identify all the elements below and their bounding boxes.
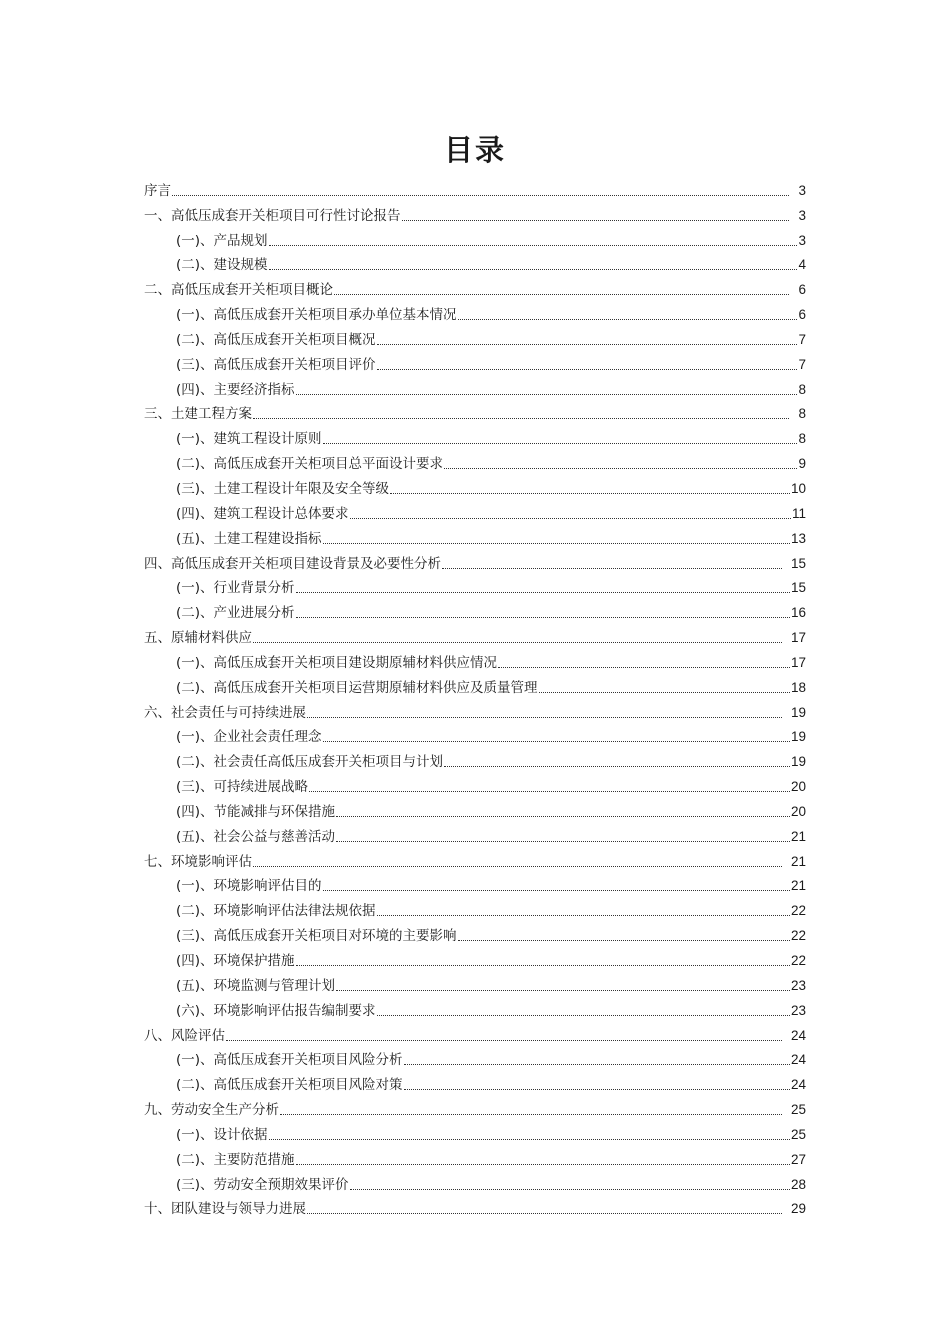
toc-entry-section[interactable] bbox=[144, 250, 806, 275]
toc-entry-chapter[interactable] bbox=[144, 1020, 806, 1045]
toc-entry-label: (二)、高低压成套开关柜项目运营期原辅材料供应及质量管理 bbox=[176, 679, 538, 696]
toc-dot-leader bbox=[296, 965, 790, 966]
toc-entry-section[interactable] bbox=[144, 299, 806, 324]
toc-page-number: 3 bbox=[798, 207, 806, 223]
toc-dot-leader bbox=[404, 1089, 790, 1090]
toc-page-number: 21 bbox=[790, 853, 806, 869]
toc-page-number: 21 bbox=[790, 878, 806, 894]
toc-entry-section[interactable] bbox=[144, 995, 806, 1020]
toc-entry-section[interactable] bbox=[144, 423, 806, 448]
toc-dot-leader bbox=[336, 841, 790, 842]
toc-entry-section[interactable] bbox=[144, 871, 806, 896]
toc-page-number: 7 bbox=[798, 356, 806, 372]
toc-dot-leader bbox=[458, 940, 790, 941]
toc-dot-leader bbox=[296, 394, 798, 395]
toc-dot-leader bbox=[269, 245, 798, 246]
toc-entry-chapter[interactable] bbox=[144, 399, 806, 424]
toc-dot-leader bbox=[402, 220, 790, 221]
toc-page-number: 13 bbox=[790, 530, 806, 546]
toc-page-number: 22 bbox=[790, 903, 806, 919]
page-title: 目录 bbox=[443, 133, 506, 167]
toc-entry-chapter[interactable] bbox=[144, 1194, 806, 1219]
toc-entry-section[interactable] bbox=[144, 796, 806, 821]
toc-dot-leader bbox=[334, 294, 789, 295]
toc-dot-leader bbox=[404, 1064, 790, 1065]
toc-dot-leader bbox=[253, 418, 789, 419]
toc-entry-section[interactable] bbox=[144, 722, 806, 747]
toc-page-number: 6 bbox=[798, 307, 806, 323]
toc-dot-leader bbox=[377, 915, 790, 916]
toc-page-number: 3 bbox=[798, 232, 806, 248]
toc-entry-label: (二)、产业进展分析 bbox=[176, 605, 295, 622]
toc-entry-label: (五)、社会公益与慈善活动 bbox=[176, 828, 336, 845]
toc-entry-label: (四)、节能减排与环保措施 bbox=[176, 803, 336, 820]
toc-entry-label: (三)、劳动安全预期效果评价 bbox=[176, 1176, 349, 1193]
toc-page-number: 11 bbox=[791, 505, 806, 521]
toc-dot-leader bbox=[296, 1164, 790, 1165]
toc-page-number: 17 bbox=[790, 630, 806, 646]
toc-dot-leader bbox=[350, 1189, 790, 1190]
toc-entry-section[interactable] bbox=[144, 324, 806, 349]
toc-entry-label: (一)、建筑工程设计原则 bbox=[176, 431, 322, 448]
toc-dot-leader bbox=[226, 1040, 782, 1041]
toc-entry-section[interactable] bbox=[144, 498, 806, 523]
toc-dot-leader bbox=[336, 990, 790, 991]
toc-page-number: 21 bbox=[790, 828, 806, 844]
toc-entry-label: (二)、高低压成套开关柜项目总平面设计要求 bbox=[176, 456, 444, 473]
toc-entry-section[interactable] bbox=[144, 771, 806, 796]
toc-dot-leader bbox=[296, 617, 790, 618]
toc-entry-label: (三)、高低压成套开关柜项目对环境的主要影响 bbox=[176, 928, 457, 945]
toc-page-number: 25 bbox=[790, 1102, 806, 1118]
toc-entry-label: 十、团队建设与领导力进展 bbox=[144, 1201, 306, 1218]
toc-page-number: 19 bbox=[790, 754, 806, 770]
toc-entry-label: (二)、环境影响评估法律法规依据 bbox=[176, 903, 376, 920]
toc-dot-leader bbox=[323, 890, 790, 891]
toc-entry-section[interactable] bbox=[144, 1045, 806, 1070]
toc-dot-leader bbox=[253, 642, 782, 643]
toc-dot-leader bbox=[539, 692, 790, 693]
toc-entry-chapter[interactable] bbox=[144, 1094, 806, 1119]
toc-dot-leader bbox=[307, 1213, 782, 1214]
toc-dot-leader bbox=[444, 766, 790, 767]
toc-entry-section[interactable] bbox=[144, 573, 806, 598]
toc-dot-leader bbox=[309, 791, 790, 792]
toc-entry-label: (六)、环境影响评估报告编制要求 bbox=[176, 1002, 376, 1019]
toc-dot-leader bbox=[377, 1015, 790, 1016]
toc-entry-label: 三、土建工程方案 bbox=[144, 406, 252, 423]
toc-entry-section[interactable] bbox=[144, 349, 806, 374]
toc-dot-leader bbox=[377, 344, 798, 345]
toc-entry-section[interactable] bbox=[144, 647, 806, 672]
toc-entry-section[interactable] bbox=[144, 821, 806, 846]
toc-dot-leader bbox=[498, 667, 790, 668]
toc-entry-chapter[interactable] bbox=[144, 274, 806, 299]
toc-page-number: 19 bbox=[790, 704, 806, 720]
toc-entry-label: (三)、可持续进展战略 bbox=[176, 779, 309, 796]
toc-entry-section[interactable] bbox=[144, 970, 806, 995]
toc-dot-leader bbox=[269, 269, 798, 270]
toc-dot-leader bbox=[280, 1114, 782, 1115]
toc-page-number: 20 bbox=[790, 779, 806, 795]
toc-entry-chapter[interactable] bbox=[144, 175, 806, 200]
toc-entry-label: (二)、建设规模 bbox=[176, 257, 268, 274]
toc-entry-section[interactable] bbox=[144, 473, 806, 498]
toc-entry-chapter[interactable] bbox=[144, 548, 806, 573]
toc-entry-section[interactable] bbox=[144, 1169, 806, 1194]
toc-page-number: 8 bbox=[798, 431, 806, 447]
toc-entry-label: 六、社会责任与可持续进展 bbox=[144, 704, 306, 721]
toc-dot-leader bbox=[307, 717, 782, 718]
toc-page-number: 27 bbox=[790, 1151, 806, 1167]
toc-entry-section[interactable] bbox=[144, 448, 806, 473]
toc-page-number: 23 bbox=[790, 977, 806, 993]
toc-page-number: 23 bbox=[790, 1002, 806, 1018]
toc-entry-label: (四)、环境保护措施 bbox=[176, 953, 295, 969]
toc-entry-label: 九、劳动安全生产分析 bbox=[144, 1102, 279, 1119]
toc-page-number: 19 bbox=[790, 729, 806, 745]
toc-entry-section[interactable] bbox=[144, 945, 806, 970]
toc-page-number: 22 bbox=[790, 928, 806, 944]
toc-entry-label: 一、高低压成套开关柜项目可行性讨论报告 bbox=[144, 207, 401, 224]
toc-page-number: 24 bbox=[790, 1077, 806, 1093]
toc-dot-leader bbox=[323, 543, 790, 544]
toc-entry-label: (一)、环境影响评估目的 bbox=[176, 878, 322, 895]
toc-entry-section[interactable] bbox=[144, 597, 806, 622]
toc-dot-leader bbox=[296, 592, 790, 593]
toc-entry-section[interactable] bbox=[144, 895, 806, 920]
toc-entry-section[interactable] bbox=[144, 374, 806, 399]
toc-entry-section[interactable] bbox=[144, 1069, 806, 1094]
toc-page-number: 24 bbox=[790, 1027, 806, 1043]
toc-entry-label: (一)、高低压成套开关柜项目风险分析 bbox=[176, 1052, 403, 1069]
toc-page-number: 29 bbox=[790, 1201, 806, 1217]
toc-page-number: 8 bbox=[798, 406, 806, 422]
toc-entry-label: 五、原辅材料供应 bbox=[144, 630, 252, 647]
toc-dot-leader bbox=[444, 468, 797, 469]
toc-page-number: 15 bbox=[790, 580, 806, 596]
toc-entry-label: 七、环境影响评估 bbox=[144, 853, 252, 870]
toc-page-number: 8 bbox=[798, 381, 806, 397]
toc-dot-leader bbox=[323, 443, 798, 444]
toc-entry-label: (一)、行业背景分析 bbox=[176, 580, 295, 597]
toc-entry-label: (二)、高低压成套开关柜项目概况 bbox=[176, 331, 376, 348]
toc-entry-label: 四、高低压成套开关柜项目建设背景及必要性分析 bbox=[144, 555, 441, 572]
toc-entry-label: (一)、设计依据 bbox=[176, 1126, 268, 1143]
toc-entry-section[interactable] bbox=[144, 672, 806, 697]
toc-entry-section[interactable] bbox=[144, 746, 806, 771]
toc-entry-label: (五)、环境监测与管理计划 bbox=[176, 977, 336, 994]
toc-entry-chapter[interactable] bbox=[144, 846, 806, 871]
toc-entry-label: (四)、主要经济指标 bbox=[176, 381, 295, 398]
toc-dot-leader bbox=[269, 1139, 790, 1140]
toc-entry-label: (一)、企业社会责任理念 bbox=[176, 729, 322, 746]
toc-dot-leader bbox=[458, 319, 798, 320]
toc-entry-section[interactable] bbox=[144, 1119, 806, 1144]
toc-page-number: 7 bbox=[798, 331, 806, 347]
toc-entry-label: (二)、主要防范措施 bbox=[176, 1151, 295, 1168]
toc-page-number: 3 bbox=[798, 182, 806, 198]
toc-entry-label: (二)、高低压成套开关柜项目风险对策 bbox=[176, 1077, 403, 1094]
toc-entry-label: (三)、土建工程设计年限及安全等级 bbox=[176, 480, 390, 497]
table-of-contents bbox=[144, 175, 806, 1218]
toc-entry-label: (二)、社会责任高低压成套开关柜项目与计划 bbox=[176, 754, 444, 771]
toc-entry-label: 二、高低压成套开关柜项目概论 bbox=[144, 282, 333, 299]
toc-entry-label: 序言 bbox=[144, 182, 171, 199]
toc-page-number: 10 bbox=[790, 480, 806, 496]
toc-page-number: 25 bbox=[790, 1126, 806, 1142]
toc-entry-label: (一)、高低压成套开关柜项目承办单位基本情况 bbox=[176, 307, 457, 324]
toc-page-number: 22 bbox=[790, 953, 806, 968]
toc-page-number: 9 bbox=[798, 456, 806, 472]
toc-page-number: 4 bbox=[798, 257, 806, 273]
toc-entry-label: 八、风险评估 bbox=[144, 1027, 225, 1044]
toc-entry-chapter[interactable] bbox=[144, 200, 806, 225]
toc-entry-chapter[interactable] bbox=[144, 697, 806, 722]
toc-dot-leader bbox=[172, 195, 789, 196]
toc-entry-label: (一)、产品规划 bbox=[176, 232, 268, 249]
toc-entry-chapter[interactable] bbox=[144, 622, 806, 647]
toc-entry-label: (五)、土建工程建设指标 bbox=[176, 530, 322, 547]
toc-dot-leader bbox=[336, 816, 790, 817]
toc-dot-leader bbox=[442, 568, 782, 569]
toc-page-number: 6 bbox=[798, 282, 806, 298]
toc-page-number: 20 bbox=[790, 803, 806, 819]
toc-page-number: 15 bbox=[790, 555, 806, 571]
toc-dot-leader bbox=[253, 866, 782, 867]
toc-entry-section[interactable] bbox=[144, 920, 806, 945]
toc-dot-leader bbox=[377, 369, 798, 370]
toc-dot-leader bbox=[350, 518, 791, 519]
toc-dot-leader bbox=[390, 493, 790, 494]
toc-entry-section[interactable] bbox=[144, 523, 806, 548]
toc-entry-section[interactable] bbox=[144, 1144, 806, 1169]
toc-page-number: 18 bbox=[790, 679, 806, 695]
toc-entry-label: (三)、高低压成套开关柜项目评价 bbox=[176, 356, 376, 373]
toc-entry-label: (一)、高低压成套开关柜项目建设期原辅材料供应情况 bbox=[176, 654, 498, 671]
toc-entry-section[interactable] bbox=[144, 225, 806, 250]
toc-page-number: 17 bbox=[790, 654, 806, 670]
toc-dot-leader bbox=[323, 741, 790, 742]
toc-page-number: 24 bbox=[790, 1052, 806, 1068]
toc-entry-label: (四)、建筑工程设计总体要求 bbox=[176, 505, 349, 522]
toc-page-number: 16 bbox=[790, 605, 806, 621]
toc-page-number: 28 bbox=[790, 1176, 806, 1192]
